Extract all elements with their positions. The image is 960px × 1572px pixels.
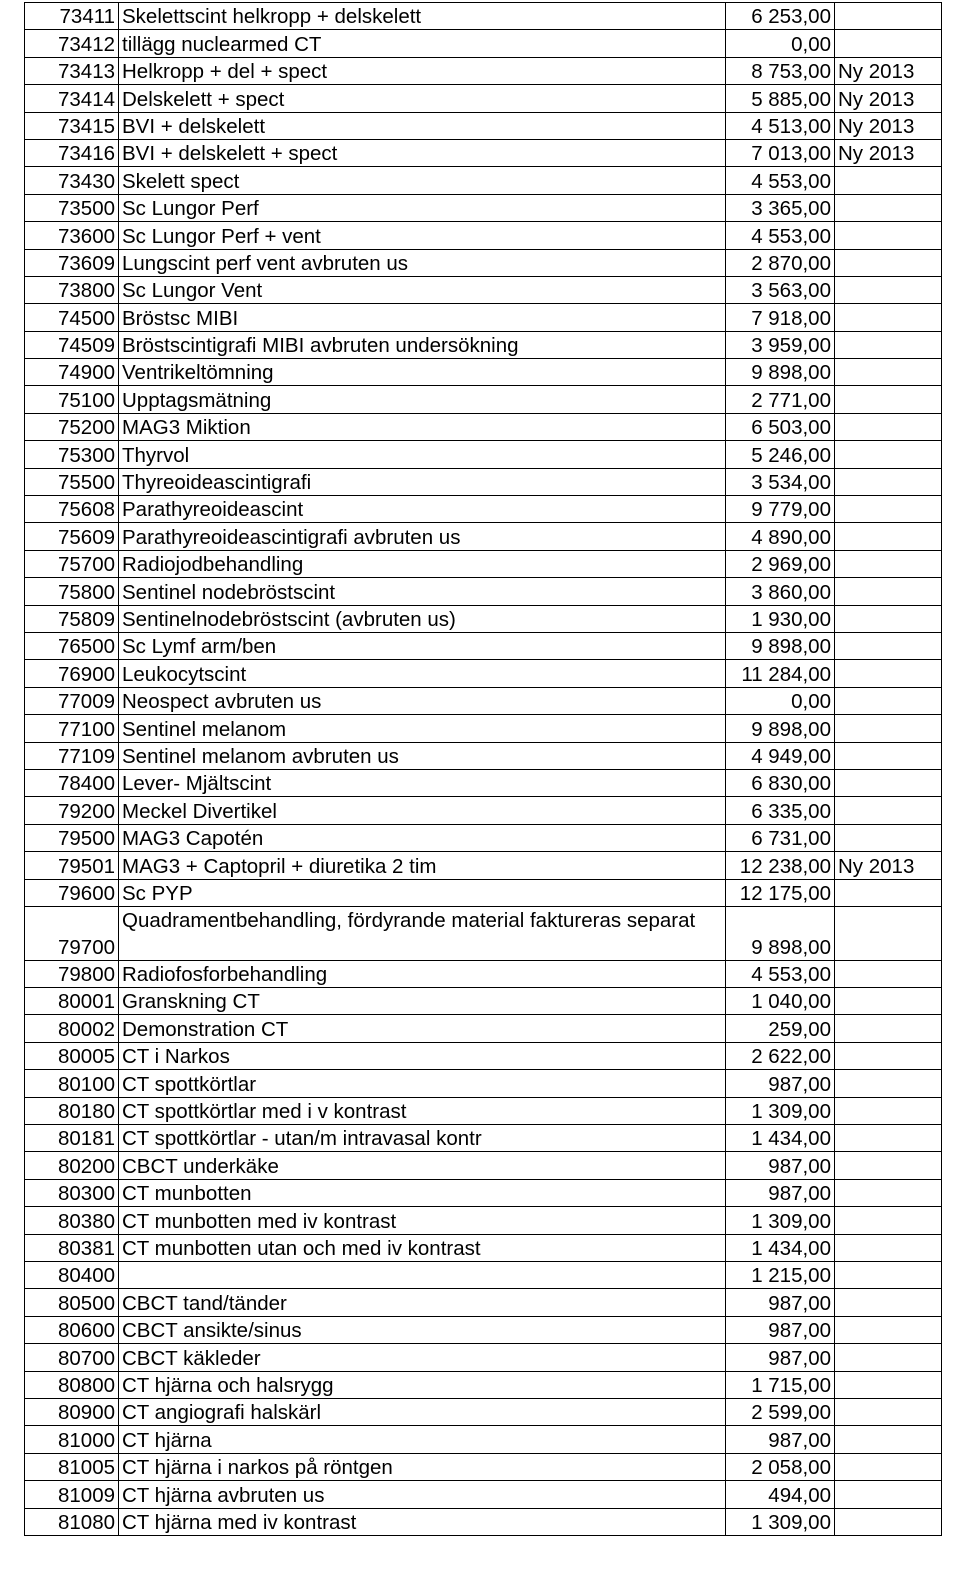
procedure-note [835, 960, 942, 987]
procedure-code: 73416 [25, 139, 119, 166]
table-row [25, 1481, 942, 1508]
procedure-code: 80800 [25, 1371, 119, 1398]
table-row [25, 742, 942, 769]
procedure-note [835, 660, 942, 687]
procedure-price: 1 434,00 [726, 1125, 835, 1152]
procedure-description: Skelett spect [119, 167, 726, 194]
procedure-note [835, 1261, 942, 1288]
procedure-price: 5 246,00 [726, 441, 835, 468]
procedure-code: 80300 [25, 1179, 119, 1206]
procedure-description: Skelettscint helkropp + delskelett [119, 3, 726, 30]
table-row [25, 468, 942, 495]
table-row [25, 988, 942, 1015]
procedure-price: 1 309,00 [726, 1097, 835, 1124]
procedure-note: Ny 2013 [835, 57, 942, 84]
procedure-description: CT spottkörtlar med i v kontrast [119, 1097, 726, 1124]
table-row [25, 960, 942, 987]
procedure-note [835, 1453, 942, 1480]
procedure-note: Ny 2013 [835, 852, 942, 879]
procedure-description: CBCT underkäke [119, 1152, 726, 1179]
table-row [25, 441, 942, 468]
procedure-price: 4 553,00 [726, 222, 835, 249]
procedure-code: 75500 [25, 468, 119, 495]
procedure-price: 1 215,00 [726, 1261, 835, 1288]
procedure-description: Ventrikeltömning [119, 359, 726, 386]
procedure-code: 77009 [25, 687, 119, 714]
procedure-note [835, 331, 942, 358]
procedure-price: 987,00 [726, 1152, 835, 1179]
procedure-note [835, 167, 942, 194]
procedure-price: 0,00 [726, 30, 835, 57]
procedure-note [835, 1316, 942, 1343]
procedure-note [835, 413, 942, 440]
procedure-code: 80600 [25, 1316, 119, 1343]
procedure-note: Ny 2013 [835, 85, 942, 112]
procedure-code: 81005 [25, 1453, 119, 1480]
procedure-description: Sc Lungor Perf [119, 194, 726, 221]
procedure-price: 5 885,00 [726, 85, 835, 112]
procedure-code: 73800 [25, 276, 119, 303]
procedure-code: 75609 [25, 523, 119, 550]
table-row [25, 578, 942, 605]
procedure-code: 75100 [25, 386, 119, 413]
procedure-description: Thyrvol [119, 441, 726, 468]
procedure-description: Sentinel melanom avbruten us [119, 742, 726, 769]
table-row [25, 1398, 942, 1425]
table-row [25, 1234, 942, 1261]
procedure-price: 2 599,00 [726, 1398, 835, 1425]
procedure-price: 7 013,00 [726, 139, 835, 166]
procedure-description: CT angiografi halskärl [119, 1398, 726, 1425]
procedure-description: CBCT käkleder [119, 1344, 726, 1371]
procedure-code: 80181 [25, 1125, 119, 1152]
table-row [25, 386, 942, 413]
procedure-description: CT munbotten utan och med iv kontrast [119, 1234, 726, 1261]
procedure-code: 80500 [25, 1289, 119, 1316]
procedure-price: 6 731,00 [726, 824, 835, 851]
procedure-note [835, 1426, 942, 1453]
procedure-price: 9 898,00 [726, 906, 835, 960]
table-row [25, 1179, 942, 1206]
procedure-code: 74900 [25, 359, 119, 386]
procedure-price: 0,00 [726, 687, 835, 714]
table-row [25, 1015, 942, 1042]
procedure-description: Delskelett + spect [119, 85, 726, 112]
procedure-note [835, 1207, 942, 1234]
procedure-code: 80180 [25, 1097, 119, 1124]
procedure-price: 1 930,00 [726, 605, 835, 632]
procedure-description: Quadramentbehandling, fördyrande material faktureras separat [119, 906, 726, 960]
table-row [25, 85, 942, 112]
procedure-price: 1 715,00 [726, 1371, 835, 1398]
procedure-note [835, 1508, 942, 1535]
procedure-code: 73500 [25, 194, 119, 221]
procedure-description: Parathyreoideascintigrafi avbruten us [119, 523, 726, 550]
procedure-price: 987,00 [726, 1426, 835, 1453]
procedure-code: 80005 [25, 1042, 119, 1069]
procedure-description: CBCT ansikte/sinus [119, 1316, 726, 1343]
procedure-code: 75700 [25, 550, 119, 577]
procedure-price: 3 860,00 [726, 578, 835, 605]
procedure-description: BVI + delskelett [119, 112, 726, 139]
procedure-description: Lever- Mjältscint [119, 769, 726, 796]
procedure-note [835, 1070, 942, 1097]
procedure-price: 3 563,00 [726, 276, 835, 303]
procedure-price: 987,00 [726, 1344, 835, 1371]
procedure-description: Radiojodbehandling [119, 550, 726, 577]
procedure-price: 1 434,00 [726, 1234, 835, 1261]
procedure-note [835, 1125, 942, 1152]
procedure-code: 80380 [25, 1207, 119, 1234]
procedure-description: MAG3 + Captopril + diuretika 2 tim [119, 852, 726, 879]
procedure-code: 73415 [25, 112, 119, 139]
table-row [25, 1097, 942, 1124]
procedure-description: CT hjärna och halsrygg [119, 1371, 726, 1398]
table-row [25, 1508, 942, 1535]
procedure-code: 80100 [25, 1070, 119, 1097]
procedure-note [835, 715, 942, 742]
table-row [25, 276, 942, 303]
procedure-price: 12 175,00 [726, 879, 835, 906]
procedure-note [835, 742, 942, 769]
procedure-description: CT hjärna med iv kontrast [119, 1508, 726, 1535]
procedure-description: Leukocytscint [119, 660, 726, 687]
procedure-note [835, 550, 942, 577]
procedure-code: 81080 [25, 1508, 119, 1535]
procedure-note [835, 1481, 942, 1508]
procedure-note [835, 769, 942, 796]
procedure-price: 9 898,00 [726, 359, 835, 386]
procedure-description: Bröstsc MIBI [119, 304, 726, 331]
procedure-price: 6 335,00 [726, 797, 835, 824]
table-row [25, 249, 942, 276]
procedure-price: 9 898,00 [726, 715, 835, 742]
procedure-price: 987,00 [726, 1179, 835, 1206]
procedure-code: 80002 [25, 1015, 119, 1042]
procedure-note [835, 1042, 942, 1069]
procedure-description: Radiofosforbehandling [119, 960, 726, 987]
procedure-description: MAG3 Capotén [119, 824, 726, 851]
table-row [25, 1042, 942, 1069]
price-table [24, 2, 942, 1536]
table-row [25, 194, 942, 221]
price-list-sheet [24, 2, 942, 1536]
procedure-note [835, 1289, 942, 1316]
procedure-code: 76500 [25, 632, 119, 659]
procedure-description: Bröstscintigrafi MIBI avbruten undersökning [119, 331, 726, 358]
procedure-description: CT spottkörtlar [119, 1070, 726, 1097]
table-row [25, 906, 942, 960]
table-row [25, 852, 942, 879]
procedure-price: 9 779,00 [726, 496, 835, 523]
procedure-note [835, 605, 942, 632]
procedure-description [119, 1261, 726, 1288]
procedure-price: 3 959,00 [726, 331, 835, 358]
procedure-code: 73609 [25, 249, 119, 276]
procedure-code: 75809 [25, 605, 119, 632]
table-row [25, 1152, 942, 1179]
procedure-price: 987,00 [726, 1316, 835, 1343]
procedure-price: 4 513,00 [726, 112, 835, 139]
procedure-note [835, 1015, 942, 1042]
procedure-description: CT hjärna i narkos på röntgen [119, 1453, 726, 1480]
procedure-note [835, 249, 942, 276]
procedure-note [835, 1234, 942, 1261]
table-row [25, 605, 942, 632]
procedure-description: tillägg nuclearmed CT [119, 30, 726, 57]
procedure-price: 7 918,00 [726, 304, 835, 331]
procedure-note [835, 496, 942, 523]
procedure-note [835, 879, 942, 906]
procedure-description: Sentinelnodebröstscint (avbruten us) [119, 605, 726, 632]
procedure-note [835, 222, 942, 249]
table-row [25, 413, 942, 440]
procedure-price: 987,00 [726, 1070, 835, 1097]
table-row [25, 359, 942, 386]
procedure-description: CT hjärna [119, 1426, 726, 1453]
procedure-description: CT spottkörtlar - utan/m intravasal kontr [119, 1125, 726, 1152]
table-row [25, 523, 942, 550]
table-row [25, 824, 942, 851]
procedure-price: 4 949,00 [726, 742, 835, 769]
procedure-description: Meckel Divertikel [119, 797, 726, 824]
procedure-description: Granskning CT [119, 988, 726, 1015]
procedure-note [835, 578, 942, 605]
procedure-description: Upptagsmätning [119, 386, 726, 413]
table-row [25, 496, 942, 523]
procedure-code: 79501 [25, 852, 119, 879]
procedure-code: 73600 [25, 222, 119, 249]
procedure-code: 75800 [25, 578, 119, 605]
procedure-note [835, 359, 942, 386]
table-row [25, 3, 942, 30]
procedure-price: 2 058,00 [726, 1453, 835, 1480]
procedure-description: Sc Lymf arm/ben [119, 632, 726, 659]
procedure-code: 73430 [25, 167, 119, 194]
procedure-note [835, 468, 942, 495]
procedure-price: 6 830,00 [726, 769, 835, 796]
procedure-price: 1 309,00 [726, 1508, 835, 1535]
procedure-price: 12 238,00 [726, 852, 835, 879]
procedure-price: 4 553,00 [726, 960, 835, 987]
procedure-description: MAG3 Miktion [119, 413, 726, 440]
procedure-description: Sentinel melanom [119, 715, 726, 742]
table-row [25, 687, 942, 714]
procedure-code: 79500 [25, 824, 119, 851]
procedure-note [835, 1344, 942, 1371]
procedure-note: Ny 2013 [835, 112, 942, 139]
table-row [25, 1316, 942, 1343]
procedure-note [835, 523, 942, 550]
table-row [25, 167, 942, 194]
procedure-code: 75608 [25, 496, 119, 523]
procedure-note [835, 988, 942, 1015]
table-row [25, 139, 942, 166]
procedure-code: 80900 [25, 1398, 119, 1425]
procedure-code: 75300 [25, 441, 119, 468]
procedure-code: 80381 [25, 1234, 119, 1261]
procedure-description: Helkropp + del + spect [119, 57, 726, 84]
procedure-description: CBCT tand/tänder [119, 1289, 726, 1316]
procedure-price: 6 503,00 [726, 413, 835, 440]
procedure-price: 2 870,00 [726, 249, 835, 276]
procedure-code: 79800 [25, 960, 119, 987]
procedure-price: 1 309,00 [726, 1207, 835, 1234]
procedure-note [835, 276, 942, 303]
procedure-code: 80700 [25, 1344, 119, 1371]
procedure-note [835, 304, 942, 331]
procedure-code: 74500 [25, 304, 119, 331]
table-row [25, 30, 942, 57]
procedure-note [835, 906, 942, 960]
procedure-description: Neospect avbruten us [119, 687, 726, 714]
table-row [25, 1261, 942, 1288]
procedure-price: 2 771,00 [726, 386, 835, 413]
procedure-note [835, 3, 942, 30]
procedure-note: Ny 2013 [835, 139, 942, 166]
procedure-code: 73411 [25, 3, 119, 30]
procedure-note [835, 386, 942, 413]
procedure-price: 3 365,00 [726, 194, 835, 221]
procedure-note [835, 1371, 942, 1398]
table-row [25, 1371, 942, 1398]
table-row [25, 222, 942, 249]
procedure-code: 77109 [25, 742, 119, 769]
procedure-note [835, 1097, 942, 1124]
table-row [25, 304, 942, 331]
table-row [25, 1426, 942, 1453]
table-row [25, 550, 942, 577]
procedure-code: 77100 [25, 715, 119, 742]
procedure-code: 79600 [25, 879, 119, 906]
table-row [25, 1207, 942, 1234]
procedure-description: Parathyreoideascint [119, 496, 726, 523]
table-row [25, 660, 942, 687]
procedure-price: 3 534,00 [726, 468, 835, 495]
procedure-code: 73414 [25, 85, 119, 112]
procedure-note [835, 1152, 942, 1179]
procedure-price: 4 553,00 [726, 167, 835, 194]
procedure-note [835, 687, 942, 714]
procedure-description: CT hjärna avbruten us [119, 1481, 726, 1508]
procedure-code: 81009 [25, 1481, 119, 1508]
table-row [25, 1125, 942, 1152]
table-row [25, 632, 942, 659]
procedure-price: 2 622,00 [726, 1042, 835, 1069]
procedure-code: 79700 [25, 906, 119, 960]
procedure-price: 494,00 [726, 1481, 835, 1508]
procedure-price: 9 898,00 [726, 632, 835, 659]
procedure-code: 79200 [25, 797, 119, 824]
procedure-note [835, 441, 942, 468]
table-row [25, 769, 942, 796]
table-row [25, 715, 942, 742]
procedure-note [835, 824, 942, 851]
procedure-description: BVI + delskelett + spect [119, 139, 726, 166]
procedure-code: 73413 [25, 57, 119, 84]
procedure-note [835, 632, 942, 659]
table-row [25, 57, 942, 84]
procedure-price: 987,00 [726, 1289, 835, 1316]
procedure-description: CT munbotten [119, 1179, 726, 1206]
procedure-note [835, 30, 942, 57]
procedure-code: 73412 [25, 30, 119, 57]
procedure-code: 78400 [25, 769, 119, 796]
procedure-note [835, 1398, 942, 1425]
procedure-price: 11 284,00 [726, 660, 835, 687]
table-row [25, 112, 942, 139]
procedure-code: 80001 [25, 988, 119, 1015]
table-row [25, 1453, 942, 1480]
procedure-price: 6 253,00 [726, 3, 835, 30]
procedure-description: Sc PYP [119, 879, 726, 906]
procedure-description: Demonstration CT [119, 1015, 726, 1042]
procedure-price: 1 040,00 [726, 988, 835, 1015]
procedure-description: Sc Lungor Vent [119, 276, 726, 303]
procedure-code: 80400 [25, 1261, 119, 1288]
table-row [25, 1344, 942, 1371]
procedure-price: 2 969,00 [726, 550, 835, 577]
procedure-description: Sc Lungor Perf + vent [119, 222, 726, 249]
procedure-code: 74509 [25, 331, 119, 358]
procedure-note [835, 194, 942, 221]
procedure-code: 81000 [25, 1426, 119, 1453]
procedure-description: Thyreoideascintigrafi [119, 468, 726, 495]
procedure-code: 80200 [25, 1152, 119, 1179]
procedure-price: 259,00 [726, 1015, 835, 1042]
table-row [25, 1070, 942, 1097]
table-row [25, 797, 942, 824]
procedure-description: Sentinel nodebröstscint [119, 578, 726, 605]
procedure-price: 8 753,00 [726, 57, 835, 84]
table-row [25, 1289, 942, 1316]
table-row [25, 879, 942, 906]
procedure-description: CT i Narkos [119, 1042, 726, 1069]
procedure-code: 76900 [25, 660, 119, 687]
price-table-body [25, 3, 942, 1536]
table-row [25, 331, 942, 358]
procedure-description: Lungscint perf vent avbruten us [119, 249, 726, 276]
procedure-code: 75200 [25, 413, 119, 440]
procedure-note [835, 797, 942, 824]
procedure-price: 4 890,00 [726, 523, 835, 550]
procedure-description: CT munbotten med iv kontrast [119, 1207, 726, 1234]
procedure-note [835, 1179, 942, 1206]
